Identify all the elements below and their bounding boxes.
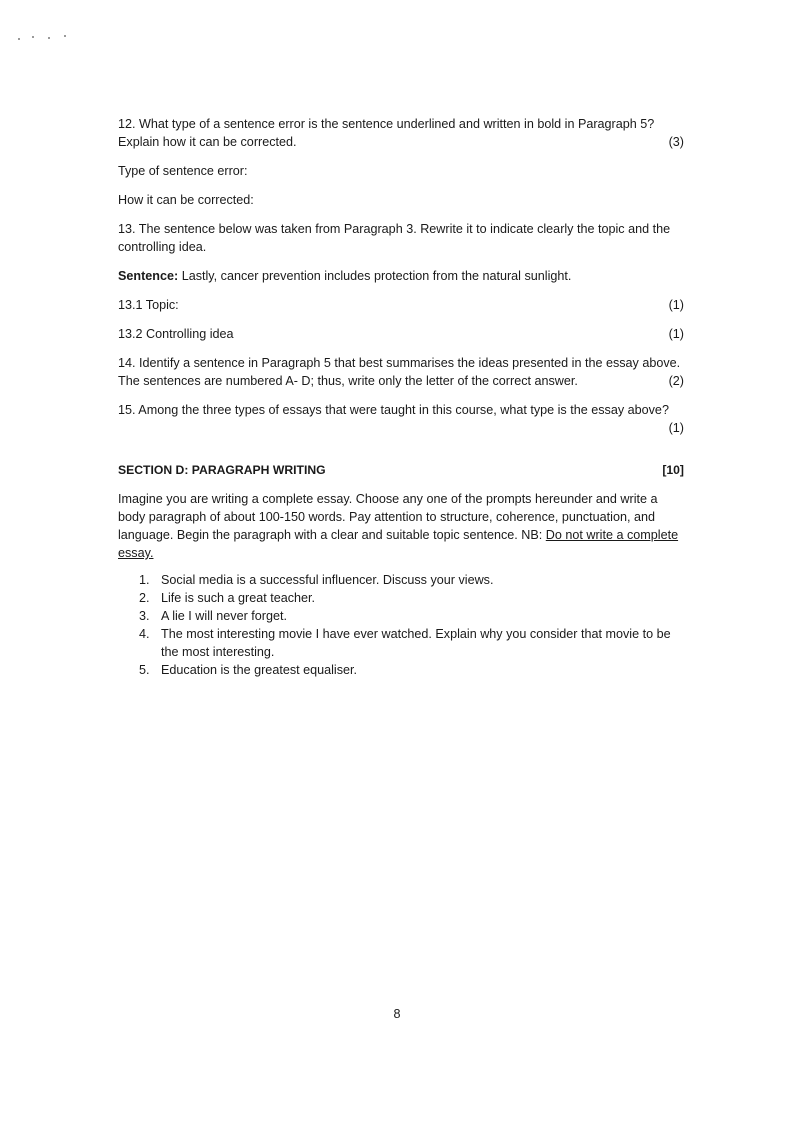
- list-item: [118, 625, 684, 661]
- q14-line2: The sentences are numbered A- D; thus, write only the letter of the correct answer.: [118, 374, 578, 388]
- q15-text: 15. Among the three types of essays that were taught in this course, what type is the essay above?: [118, 403, 669, 417]
- page-content: [118, 115, 684, 679]
- q13-topic-label: 13.1 Topic:: [118, 298, 179, 312]
- list-item: [118, 607, 684, 625]
- q13-sentence-text: Lastly, cancer prevention includes protection from the natural sunlight.: [178, 269, 572, 283]
- q15-marks: (1): [668, 421, 684, 435]
- section-d-instructions: [118, 490, 684, 562]
- q13-controlling-label: 13.2 Controlling idea: [118, 327, 234, 341]
- list-item-text: Social media is a successful influencer. Discuss your views.: [161, 573, 494, 587]
- q12-type-prompt: Type of sentence error:: [118, 164, 248, 178]
- q13-controlling-marks: (1): [668, 327, 684, 341]
- q13-text: 13. The sentence below was taken from Paragraph 3. Rewrite it to indicate clearly the topic and the controlling idea.: [118, 222, 671, 254]
- section-d-marks: [10]: [662, 463, 684, 477]
- q13-topic-row: [118, 296, 684, 314]
- section-d-title: SECTION D: PARAGRAPH WRITING: [118, 463, 326, 477]
- list-item-number: 1.: [139, 573, 150, 587]
- scan-artifact-marks: [14, 34, 74, 42]
- section-d-nb-text: Do not write a complete essay.: [118, 528, 679, 560]
- list-item-number: 2.: [139, 591, 150, 605]
- q13-sentence: [118, 267, 684, 285]
- section-d-instructions-text: Imagine you are writing a complete essay. Choose any one of the prompts hereunder and write a body paragraph of about 100-150 words. Pay attention to structure, coherence, punctuation, and language. Begin the paragraph with a clear and suitable topic sentence. NB:: [118, 492, 658, 542]
- question-15: [118, 401, 684, 437]
- question-12: [118, 115, 684, 151]
- q13-controlling-row: [118, 325, 684, 343]
- list-item: [118, 571, 684, 589]
- q12-line1: 12. What type of a sentence error is the sentence underlined and written in bold in Paragraph 5?: [118, 117, 655, 131]
- q13-sentence-label: Sentence:: [118, 269, 179, 283]
- list-item-text: The most interesting movie I have ever watched. Explain why you consider that movie to be the most interesting.: [161, 627, 671, 659]
- page-number: 8: [393, 1007, 401, 1021]
- list-item-number: 3.: [139, 609, 150, 623]
- list-item: [118, 589, 684, 607]
- list-item-text: A lie I will never forget.: [161, 609, 287, 623]
- list-item: [118, 661, 684, 679]
- q12-marks: (3): [668, 135, 684, 149]
- prompt-list: [118, 571, 684, 679]
- question-14: [118, 354, 684, 390]
- q12-how-prompt: How it can be corrected:: [118, 193, 254, 207]
- list-item-text: Life is such a great teacher.: [161, 591, 316, 605]
- q12-line2: Explain how it can be corrected.: [118, 135, 297, 149]
- q14-line1: 14. Identify a sentence in Paragraph 5 that best summarises the ideas presented in the essay above.: [118, 356, 681, 370]
- list-item-number: 5.: [139, 663, 150, 677]
- q13-topic-marks: (1): [668, 298, 684, 312]
- q14-marks: (2): [668, 374, 684, 388]
- list-item-text: Education is the greatest equaliser.: [161, 663, 358, 677]
- list-item-number: 4.: [139, 627, 150, 641]
- section-d-heading: [118, 461, 684, 479]
